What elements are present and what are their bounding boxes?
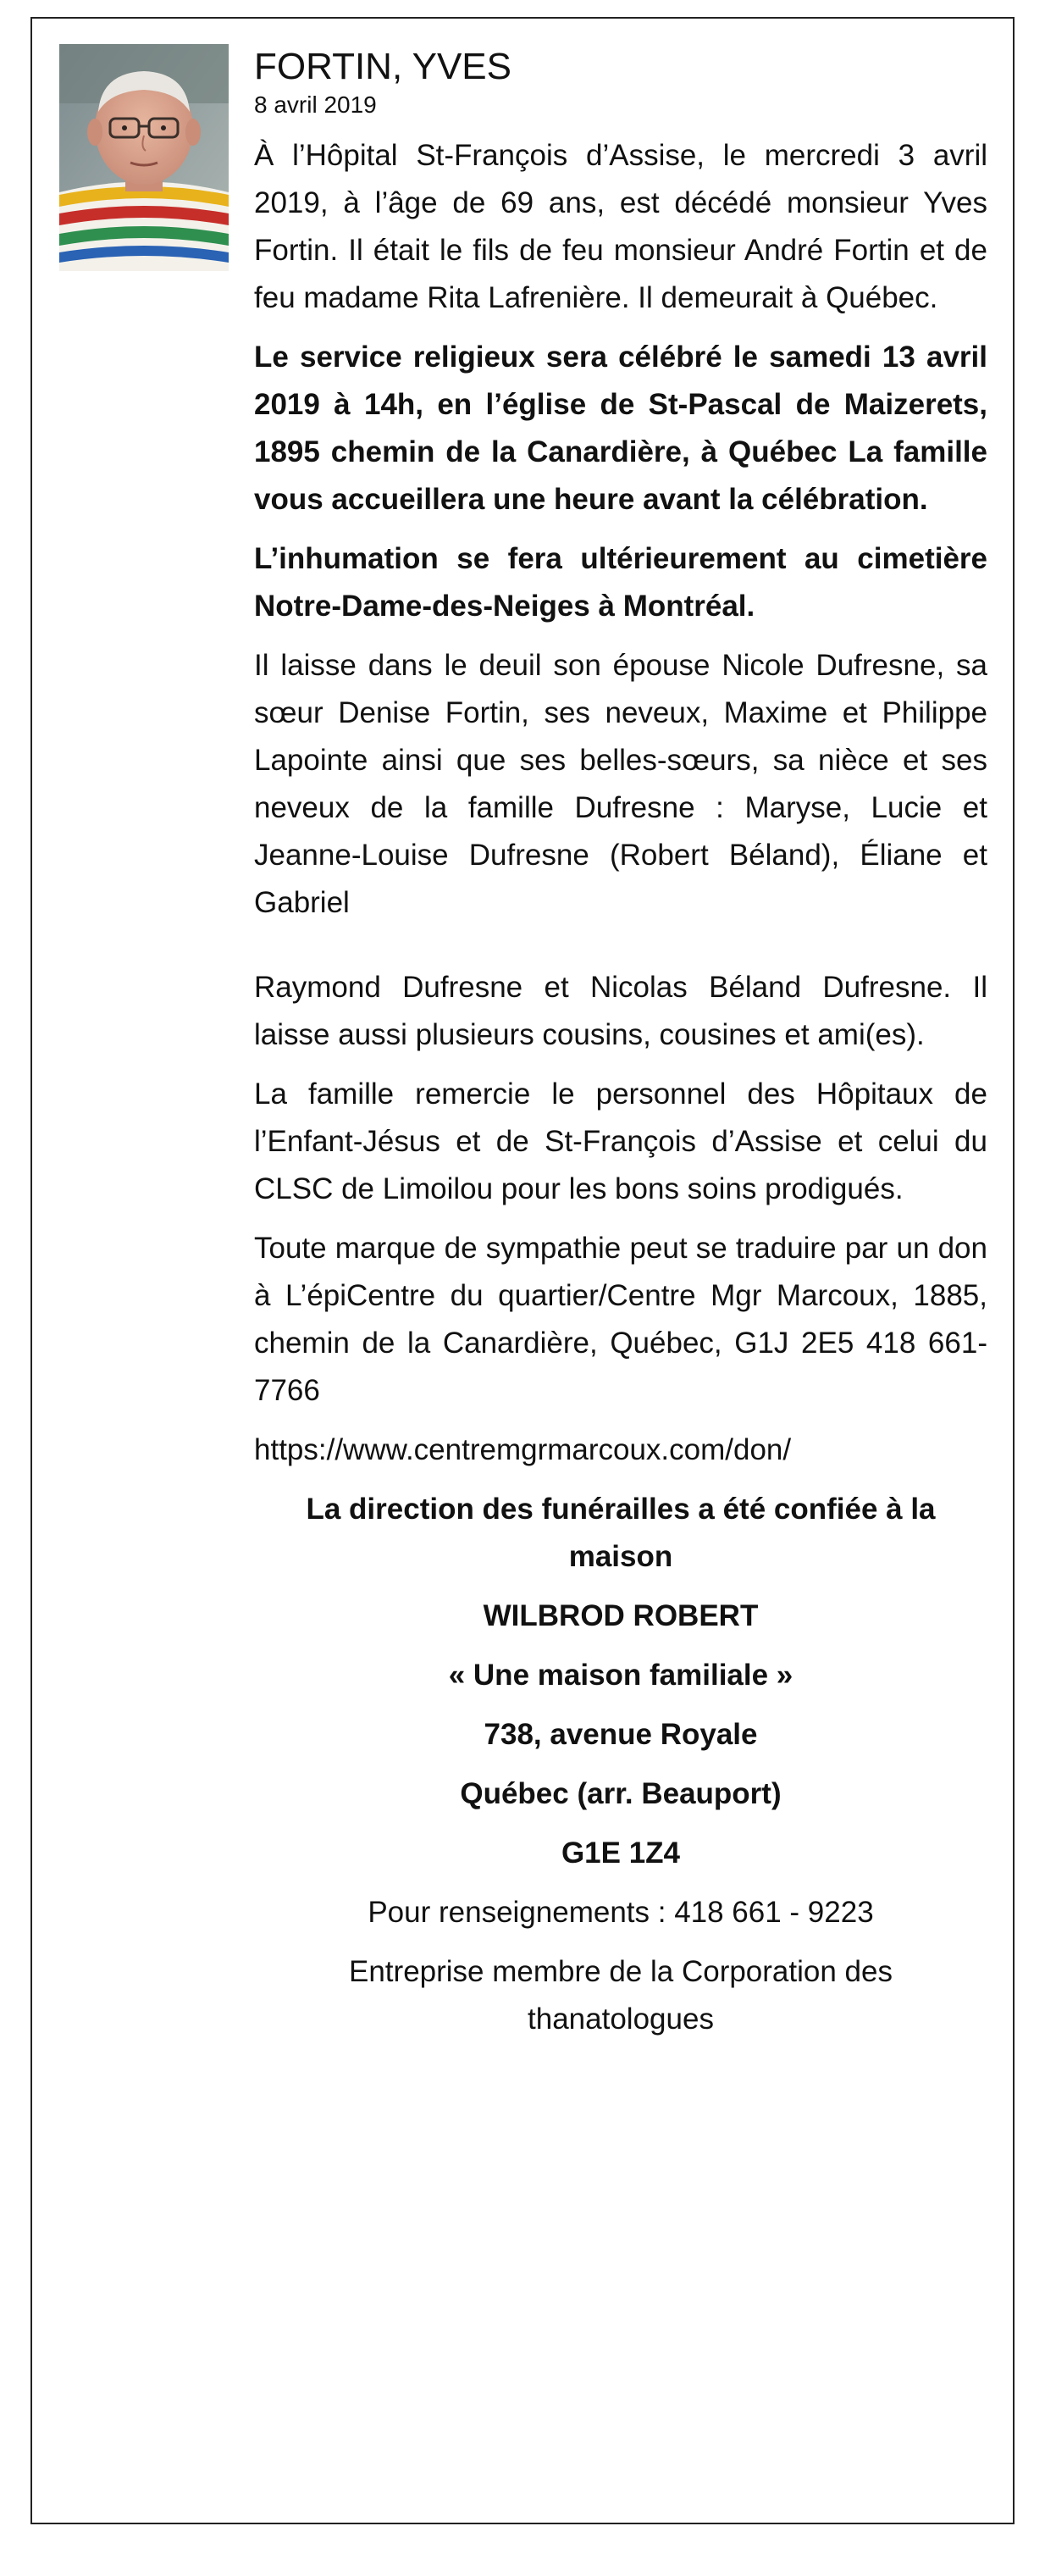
funeral-home-slogan: « Une maison familiale » (448, 1659, 793, 1692)
funeral-home-postal-code: G1E 1Z4 (561, 1836, 681, 1870)
portrait-photo-icon (59, 44, 229, 271)
publication-date: 8 avril 2019 (254, 91, 377, 118)
funeral-home-membership: Entreprise membre de la Corporation des thanatologues (349, 1955, 893, 2036)
funeral-home-block (254, 1486, 987, 2043)
funeral-home-address: 738, avenue Royale (484, 1718, 758, 1751)
donation-paragraph: Toute marque de sympathie peut se traduire par un don à L’épiCentre du quartier/Centre Mgr Marcoux, 1885, chemin de la Canardière, Québec, G1J 2E5 418 661-7766 (254, 1232, 987, 1407)
portrait-photo (59, 44, 229, 271)
funeral-home-city: Québec (arr. Beauport) (460, 1777, 782, 1810)
family-mourners: Il laisse dans le deuil son épouse Nicole Dufresne, sa sœur Denise Fortin, ses neveux, Maxime et Philippe Lapointe ainsi que ses belles-sœurs, sa nièce et ses neveux de la famille Dufresne : Maryse, Lucie et Jeanne-Louise Dufresne (Robert Béland), Éliane et Gabriel (254, 649, 987, 919)
obituary-content (254, 44, 987, 2055)
family-mourners-continued: Raymond Dufresne et Nicolas Béland Dufresne. Il laisse aussi plusieurs cousins, cousines et ami(es). (254, 971, 987, 1051)
striped-shirt (59, 182, 229, 272)
thanks-paragraph: La famille remercie le personnel des Hôpitaux de l’Enfant-Jésus et de St-François d’Assise et celui du CLSC de Limoilou pour les bons soins prodigués. (254, 1077, 987, 1205)
donation-link[interactable]: https://www.centremgrmarcoux.com/don/ (254, 1433, 792, 1466)
service-details: Le service religieux sera célébré le samedi 13 avril 2019 à 14h, en l’église de St-Pascal de Maizerets, 1895 chemin de la Canardière, à Québec La famille vous accueillera une heure avant la célébration. (254, 341, 987, 516)
burial-details: L’inhumation se fera ultérieurement au cimetière Notre-Dame-des-Neiges à Montréal. (254, 542, 987, 623)
funeral-home-phone: Pour renseignements : 418 661 - 9223 (368, 1896, 874, 1929)
death-announcement: À l’Hôpital St-François d’Assise, le mercredi 3 avril 2019, à l’âge de 69 ans, est décédé monsieur Yves Fortin. Il était le fils de feu monsieur André Fortin et de feu madame Rita Lafrenière. Il demeurait à Québec. (254, 139, 987, 314)
funeral-direction: La direction des funérailles a été confiée à la maison (306, 1493, 936, 1573)
funeral-home-name: WILBROD ROBERT (483, 1599, 759, 1632)
deceased-name: FORTIN, YVES (254, 46, 512, 87)
